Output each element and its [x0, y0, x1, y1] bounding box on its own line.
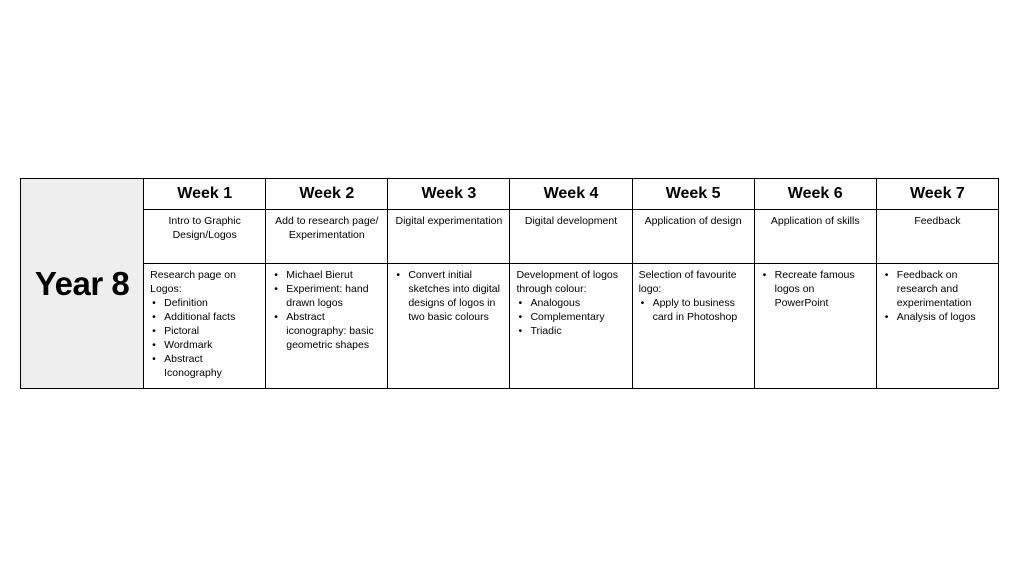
detail-bullet: • Experiment: hand drawn logos	[272, 282, 381, 310]
week-heading: Week 7	[876, 179, 998, 210]
detail-bullet: • Definition	[150, 296, 259, 310]
year-label: Year 8	[21, 179, 144, 389]
week-detail	[144, 264, 266, 389]
week-topic: Digital development	[510, 210, 632, 264]
week-heading: Week 6	[754, 179, 876, 210]
week-topic: Application of design	[632, 210, 754, 264]
week-topic: Add to research page/ Experimentation	[266, 210, 388, 264]
detail-bullet-list	[272, 268, 381, 352]
scheme-of-work-table	[20, 178, 999, 389]
week-detail	[388, 264, 510, 389]
detail-bullet: • Wordmark	[150, 338, 259, 352]
detail-intro: Selection of favourite logo:	[638, 269, 737, 295]
week-detail	[632, 264, 754, 389]
detail-bullet-list	[761, 268, 870, 310]
week-detail	[876, 264, 998, 389]
week-topic: Application of skills	[754, 210, 876, 264]
detail-bullet: • Abstract iconography: basic geometric shapes	[272, 310, 381, 352]
detail-bullet: • Convert initial sketches into digital designs of logos in two basic colours	[394, 268, 503, 324]
detail-bullet: • Analogous	[516, 296, 625, 310]
detail-bullet: • Complementary	[516, 310, 625, 324]
detail-bullet-list	[639, 296, 748, 324]
week-detail	[266, 264, 388, 389]
detail-bullet-list	[516, 296, 625, 338]
detail-intro: Research page on Logos:	[150, 269, 236, 295]
week-detail	[754, 264, 876, 389]
detail-bullet-list	[150, 296, 259, 380]
detail-bullet: • Michael Bierut	[272, 268, 381, 282]
week-heading: Week 1	[144, 179, 266, 210]
detail-bullet: • Feedback on research and experimentation	[883, 268, 992, 310]
detail-bullet: • Abstract Iconography	[150, 352, 259, 380]
detail-bullet: • Triadic	[516, 324, 625, 338]
week-heading: Week 5	[632, 179, 754, 210]
week-heading: Week 3	[388, 179, 510, 210]
detail-bullet: • Analysis of logos	[883, 310, 992, 324]
detail-bullet: • Additional facts	[150, 310, 259, 324]
week-detail	[510, 264, 632, 389]
detail-row	[21, 264, 999, 389]
week-topic: Feedback	[876, 210, 998, 264]
detail-intro: Development of logos through colour:	[516, 269, 619, 295]
topic-row	[21, 210, 999, 264]
week-heading: Week 2	[266, 179, 388, 210]
detail-bullet-list	[394, 268, 503, 324]
week-topic: Digital experimentation	[388, 210, 510, 264]
week-heading: Week 4	[510, 179, 632, 210]
detail-bullet-list	[883, 268, 992, 324]
week-header-row	[21, 179, 999, 210]
week-topic: Intro to Graphic Design/Logos	[144, 210, 266, 264]
detail-bullet: • Apply to business card in Photoshop	[639, 296, 748, 324]
detail-bullet: • Recreate famous logos on PowerPoint	[761, 268, 870, 310]
detail-bullet: • Pictoral	[150, 324, 259, 338]
